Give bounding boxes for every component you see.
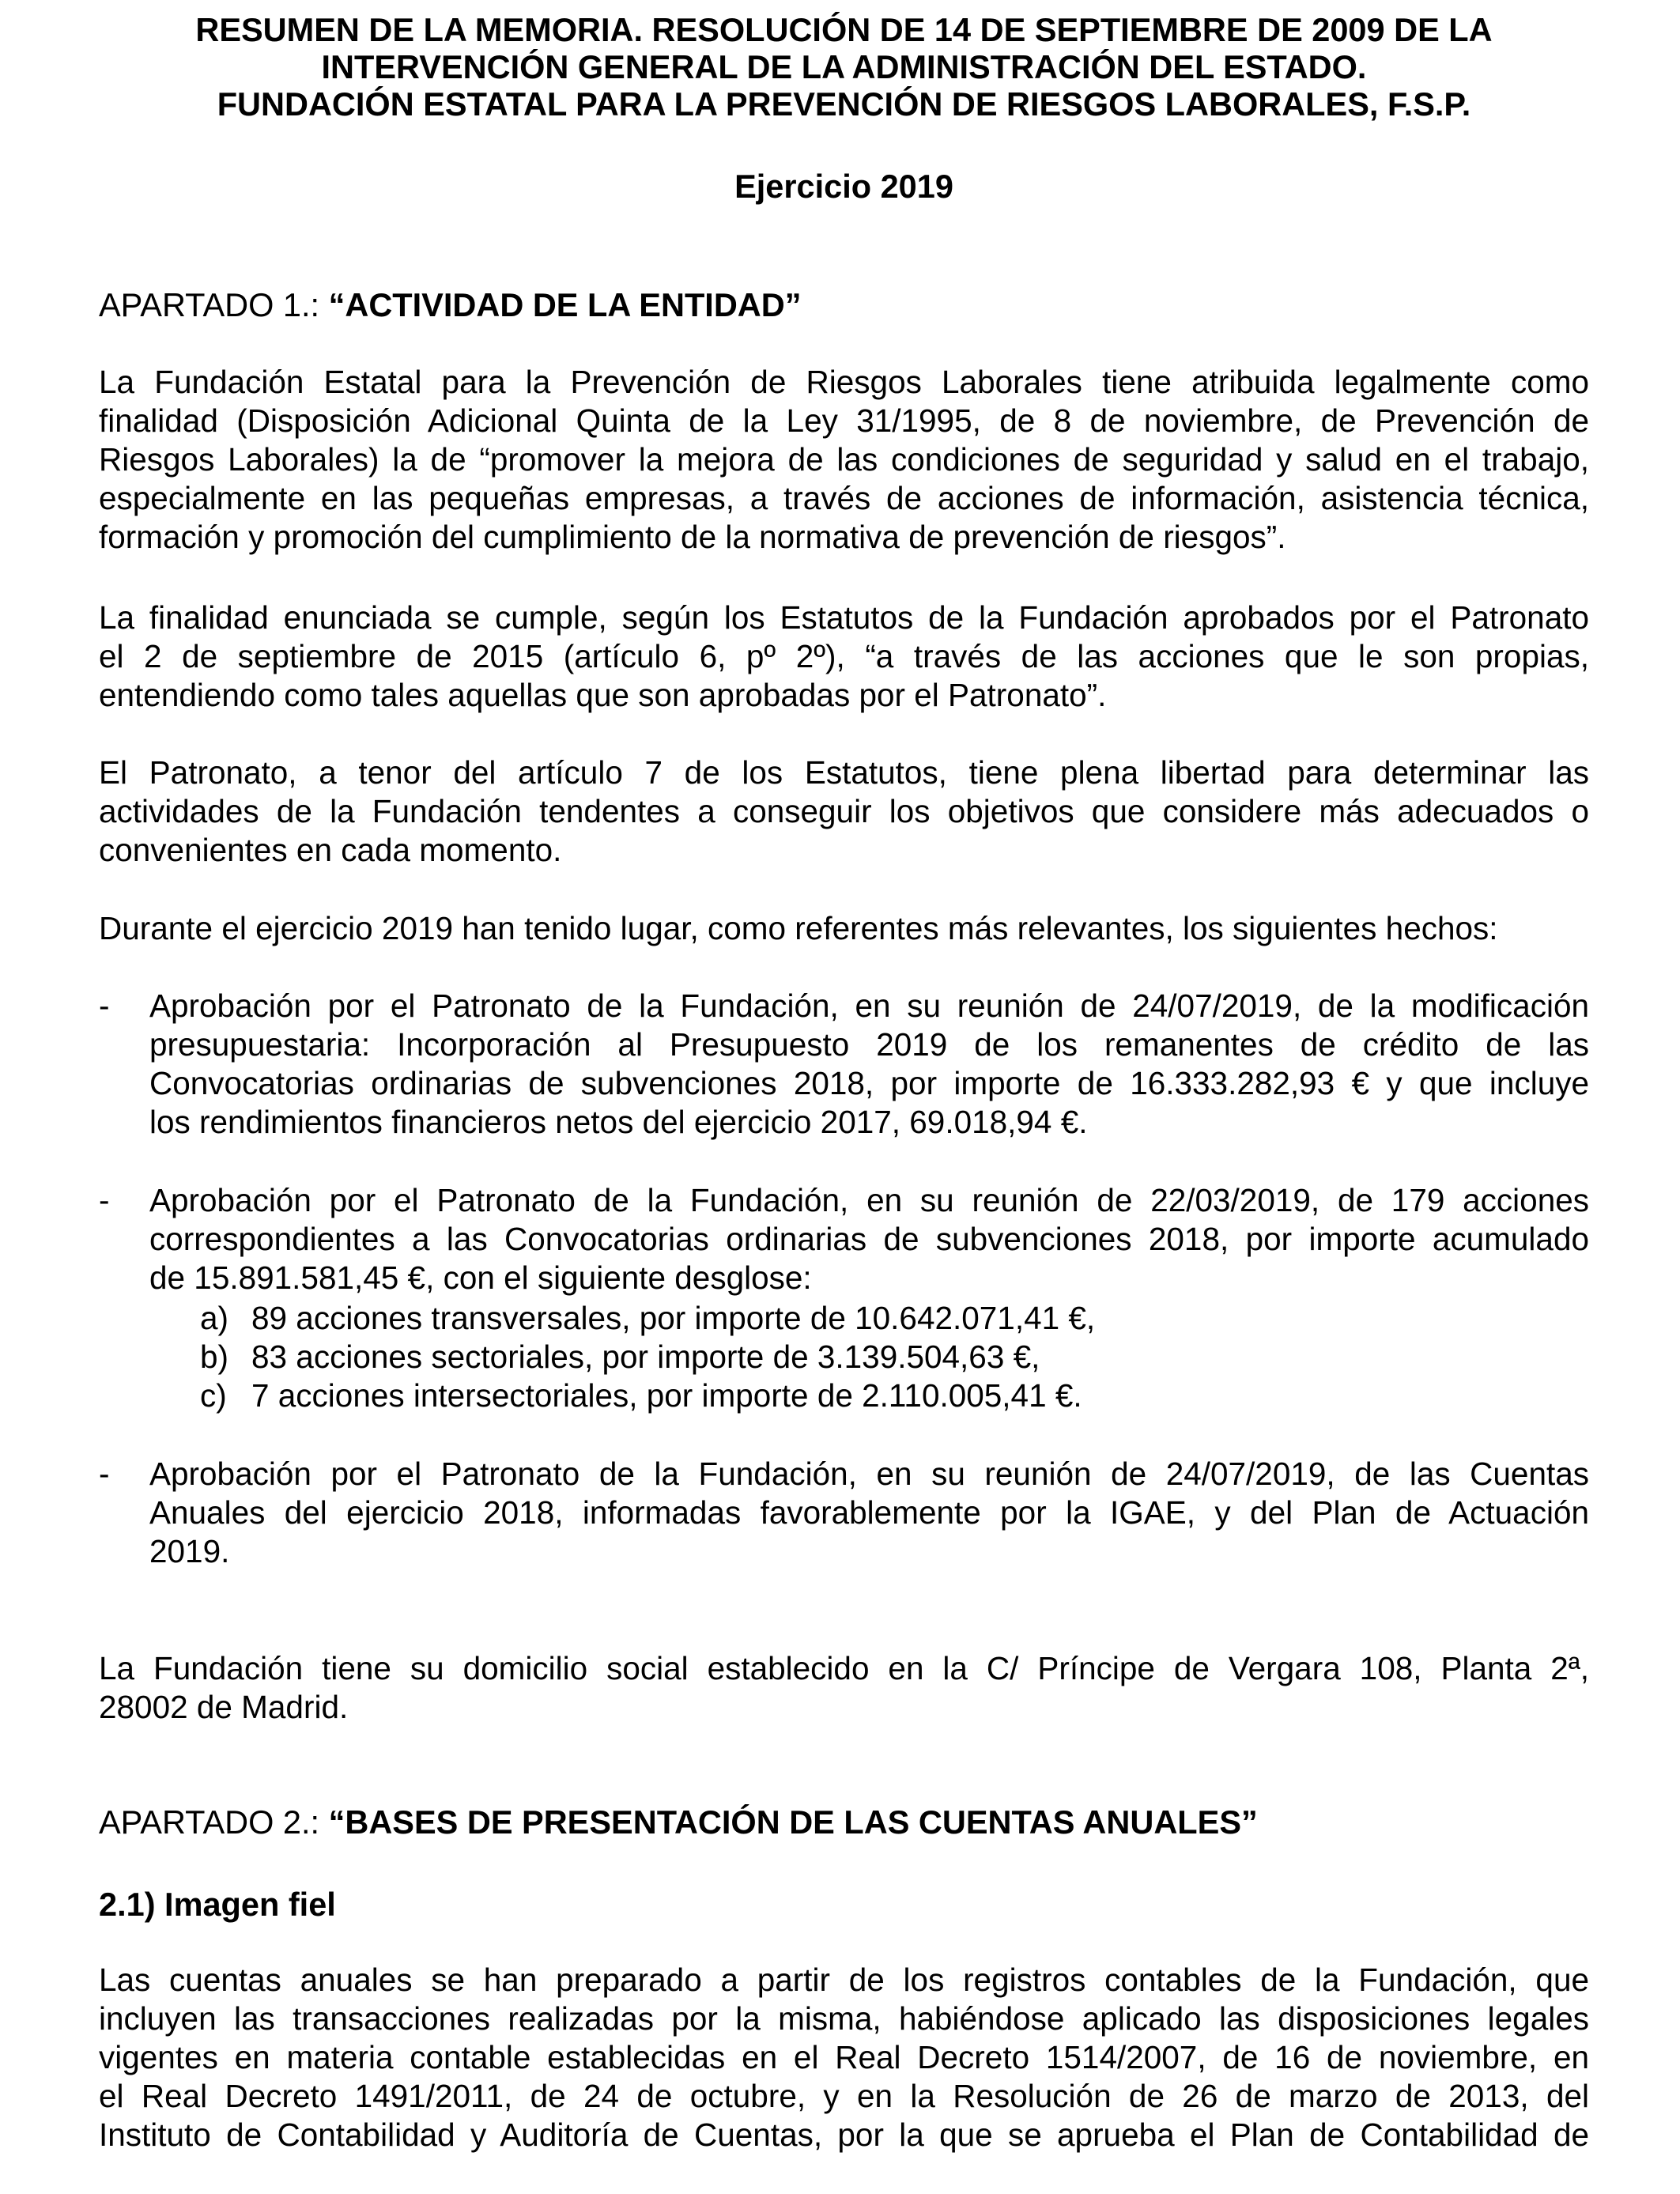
text-line: finalidad (Disposición Adicional Quinta de la Ley 31/1995, de 8 de noviembre, de Prevención de — [99, 402, 1589, 439]
apartado-1-title: “ACTIVIDAD DE LA ENTIDAD” — [328, 286, 802, 323]
list-letter: a) — [200, 1300, 229, 1336]
text-line: actividades de la Fundación tendentes a conseguir los objetivos que considere más adecuados o — [99, 793, 1589, 829]
text-line: vigentes en materia contable establecidas en el Real Decreto 1514/2007, de 16 de noviembre, en — [99, 2039, 1589, 2075]
text-line: los rendimientos financieros netos del ejercicio 2017, 69.018,94 €. — [149, 1104, 1088, 1140]
text-line: Convocatorias ordinarias de subvenciones 2018, por importe de 16.333.282,93 € y que incluye — [149, 1065, 1589, 1101]
text-line: El Patronato, a tenor del artículo 7 de los Estatutos, tiene plena libertad para determinar las — [99, 754, 1589, 791]
text-line: especialmente en las pequeñas empresas, a través de acciones de información, asistencia técnica, — [99, 480, 1589, 516]
list-text: 83 acciones sectoriales, por importe de 3.139.504,63 €, — [251, 1339, 1040, 1375]
list-letter: c) — [200, 1377, 227, 1414]
text-line: formación y promoción del cumplimiento de la normativa de prevención de riesgos”. — [99, 519, 1286, 555]
text-line: Aprobación por el Patronato de la Fundación, en su reunión de 24/07/2019, de la modificación — [149, 987, 1589, 1024]
text-line: Anuales del ejercicio 2018, informadas favorablemente por la IGAE, y del Plan de Actuación — [149, 1494, 1589, 1531]
paragraph-finalidad — [99, 363, 1589, 557]
bullet-text — [149, 1455, 1589, 1571]
list-item — [200, 1338, 1095, 1376]
text-line: Aprobación por el Patronato de la Fundación, en su reunión de 24/07/2019, de las Cuentas — [149, 1456, 1589, 1492]
text-line: Las cuentas anuales se han preparado a partir de los registros contables de la Fundación, que — [99, 1962, 1589, 1998]
paragraph-domicilio — [99, 1649, 1589, 1727]
text-line: el 2 de septiembre de 2015 (artículo 6, pº 2º), “a través de las acciones que le son propias, — [99, 638, 1589, 674]
list-text: 89 acciones transversales, por importe de 10.642.071,41 €, — [251, 1300, 1096, 1336]
bullet-text — [149, 987, 1589, 1142]
text-line: de 15.891.581,45 €, con el siguiente desglose: — [149, 1259, 812, 1296]
text-line: La Fundación Estatal para la Prevención de Riesgos Laborales tiene atribuida legalmente como — [99, 364, 1589, 400]
list-item — [200, 1299, 1095, 1338]
title-line-1: RESUMEN DE LA MEMORIA. RESOLUCIÓN DE 14 DE SEPTIEMBRE DE 2009 DE LA — [195, 11, 1493, 48]
title-line-2: INTERVENCIÓN GENERAL DE LA ADMINISTRACIÓN DEL ESTADO. — [321, 48, 1367, 85]
text-line: el Real Decreto 1491/2011, de 24 de octubre, y en la Resolución de 26 de marzo de 2013, del — [99, 2078, 1589, 2114]
list-text: 7 acciones intersectoriales, por importe de 2.110.005,41 €. — [251, 1377, 1082, 1414]
text-line: entendiendo como tales aquellas que son aprobadas por el Patronato”. — [99, 677, 1107, 713]
text-line: presupuestaria: Incorporación al Presupuesto 2019 de los remanentes de crédito de las — [149, 1026, 1589, 1063]
list-item — [200, 1376, 1095, 1415]
title-line-3: FUNDACIÓN ESTATAL PARA LA PREVENCIÓN DE RIESGOS LABORALES, F.S.P. — [217, 85, 1471, 123]
paragraph-patronato — [99, 753, 1589, 870]
text-line: Durante el ejercicio 2019 han tenido lugar, como referentes más relevantes, los siguientes hechos: — [99, 910, 1498, 946]
text-line: incluyen las transacciones realizadas por la misma, habiéndose aplicado las disposiciones legales — [99, 2000, 1589, 2037]
apartado-2-prefix: APARTADO 2.: — [99, 1803, 329, 1841]
text-line: Riesgos Laborales) la de “promover la mejora de las condiciones de seguridad y salud en el trabajo, — [99, 441, 1589, 478]
apartado-1-heading — [99, 286, 802, 323]
bullet-dash: - — [99, 987, 110, 1024]
list-letter: b) — [200, 1339, 229, 1375]
text-line: correspondientes a las Convocatorias ordinarias de subvenciones 2018, por importe acumulado — [149, 1221, 1589, 1257]
paragraph-hechos — [99, 909, 1589, 948]
exercise-year: Ejercicio 2019 — [734, 168, 953, 205]
text-line: 2019. — [149, 1533, 230, 1569]
text-line: La finalidad enunciada se cumple, según los Estatutos de la Fundación aprobados por el Patronato — [99, 599, 1589, 636]
desglose-list — [200, 1299, 1095, 1415]
apartado-2-title: “BASES DE PRESENTACIÓN DE LAS CUENTAS ANUALES” — [328, 1803, 1258, 1841]
bullet-text — [149, 1181, 1589, 1297]
apartado-2-heading — [99, 1803, 1258, 1841]
apartado-1-prefix: APARTADO 1.: — [99, 286, 329, 323]
bullet-dash: - — [99, 1182, 110, 1218]
text-line: La Fundación tiene su domicilio social establecido en la C/ Príncipe de Vergara 108, Planta 2ª, — [99, 1650, 1589, 1686]
text-line: convenientes en cada momento. — [99, 832, 562, 868]
document-title — [99, 11, 1589, 123]
text-line: Aprobación por el Patronato de la Fundación, en su reunión de 22/03/2019, de 179 acciones — [149, 1182, 1589, 1218]
bullet-dash: - — [99, 1456, 110, 1492]
section-2-1-heading: 2.1) Imagen fiel — [99, 1886, 336, 1923]
paragraph-imagen-fiel — [99, 1961, 1589, 2154]
paragraph-estatutos — [99, 599, 1589, 715]
text-line: Instituto de Contabilidad y Auditoría de Cuentas, por la que se aprueba el Plan de Contabilidad de — [99, 2117, 1589, 2153]
text-line: 28002 de Madrid. — [99, 1689, 349, 1725]
